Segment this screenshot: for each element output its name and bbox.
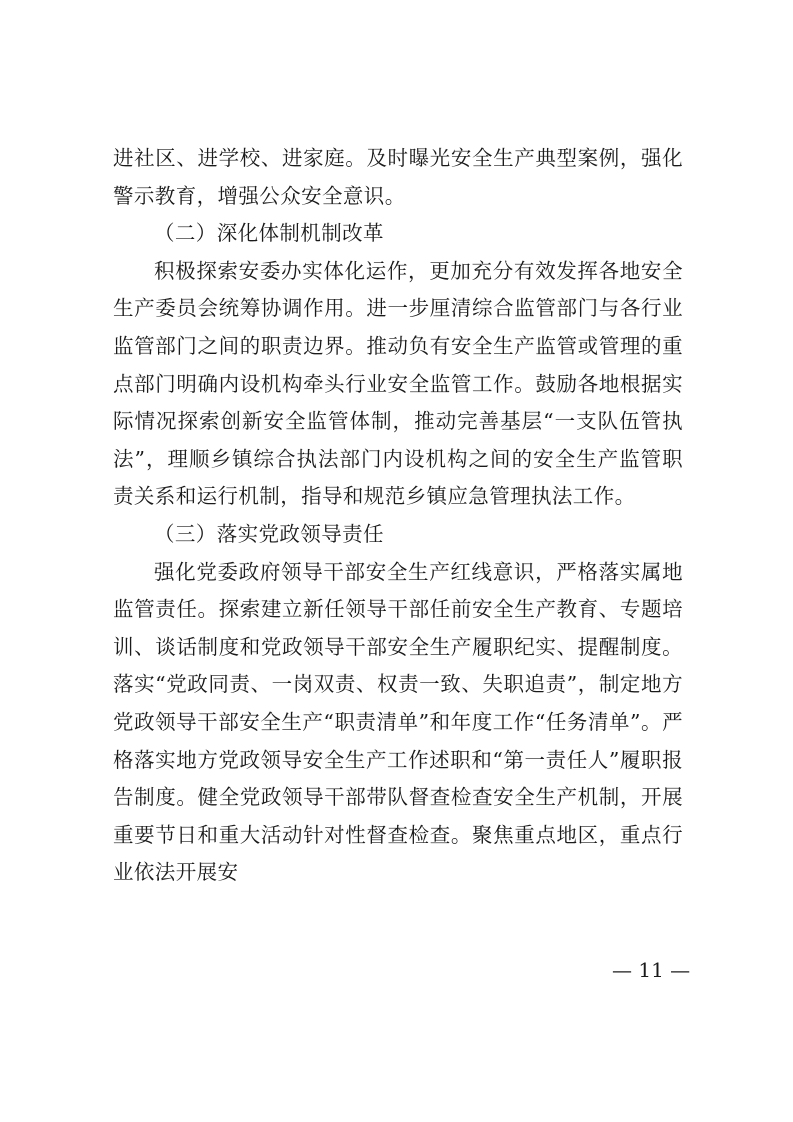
paragraph-responsibility: 强化党委政府领导干部安全生产红线意识，严格落实属地监管责任。探索建立新任领导干部任前安全生产教育、专题培训、谈话制度和党政领导干部安全生产履职纪实、提醒制度。落实“党政同责、一岗双责、权责一致、失职追责”，制定地方党政领导干部安全生产“职责清单”和年度工作“任务清单”。严格落实地方党政领导安全生产工作述职和“第一责任人”履职报告制度。健全党政领导干部带队督查检查安全生产机制，开展重要节日和重大活动针对性督查检查。聚焦重点地区，重点行业依法开展安 xyxy=(113,559,683,885)
page-number: — 11 — xyxy=(612,958,691,982)
section-heading-2: （二）深化体制机制改革 xyxy=(154,221,384,246)
paragraph-continuation: 进社区、进学校、进家庭。及时曝光安全生产典型案例，强化警示教育，增强公众安全意识。 xyxy=(113,146,683,208)
paragraph-reform: 积极探索安委办实体化运作，更加充分有效发挥各地安全生产委员会统筹协调作用。进一步厘清综合监管部门与各行业监管部门之间的职责边界。推动负有安全生产监管或管理的重点部门明确内设机构牵头行业安全监管工作。鼓励各地根据实际情况探索创新安全监管体制，推动完善基层“一支队伍管执法”，理顺乡镇综合执法部门内设机构之间的安全生产监管职责关系和运行机制，指导和规范乡镇应急管理执法工作。 xyxy=(113,258,683,509)
section-heading-3: （三）落实党政领导责任 xyxy=(154,521,384,546)
body-text xyxy=(113,140,683,892)
